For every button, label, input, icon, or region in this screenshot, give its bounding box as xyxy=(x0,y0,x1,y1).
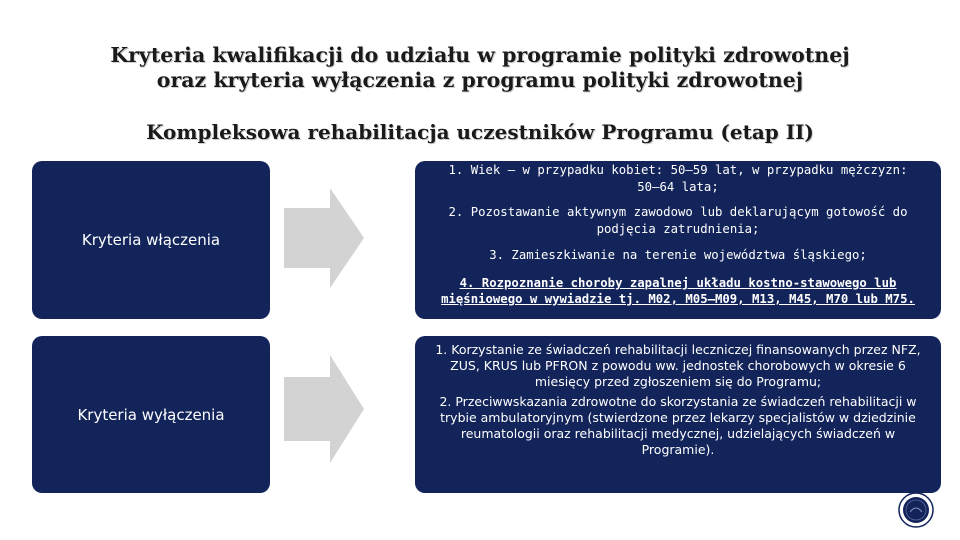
exclusion-item-2: 2. Przeciwwskazania zdrowotne do skorzystania ze świadczeń rehabilitacji w trybie ambulatoryjnym (stwierdzone przez lekarzy specjalistów w dziedzinie reumatologii oraz rehabilitacji medycznej, udzielających świadczeń w Programie). xyxy=(439,394,917,457)
inclusion-criteria-label: Kryteria włączenia xyxy=(81,231,221,249)
page-title-line-1: Kryteria kwalifikacji do udziału w programie polityki zdrowotnej xyxy=(110,43,850,67)
page-title-line-2: oraz kryteria wyłączenia z programu polityki zdrowotnej xyxy=(156,68,804,92)
inclusion-item-4: 4. Rozpoznanie choroby zapalnej układu kostno-stawowego lub mięśniowego w wywiadzie tj. M02, M05–M09, M13, M45, M70 lub M75. xyxy=(441,276,915,306)
exclusion-criteria-label-box xyxy=(32,336,270,493)
inclusion-item-3: 3. Zamieszkiwanie na terenie województwa śląskiego; xyxy=(489,248,867,262)
inclusion-criteria-label-box xyxy=(32,161,270,319)
inclusion-item-1: 1. Wiek – w przypadku kobiet: 50–59 lat, w przypadku mężczyzn: 50–64 lata; xyxy=(448,163,908,194)
right-arrow-icon xyxy=(284,188,364,288)
exclusion-criteria-label: Kryteria wyłączenia xyxy=(77,405,225,424)
exclusion-criteria-box xyxy=(415,336,941,493)
exclusion-item-1: 1. Korzystanie ze świadczeń rehabilitacji leczniczej finansowanych przez NFZ, ZUS, KRUS lub PFRON z powodu ww. jednostek chorobowych w okresie 6 miesięcy przed zgłoszeniem się do Programu; xyxy=(435,342,921,389)
emblem-logo-icon xyxy=(898,492,934,528)
inclusion-criteria-box xyxy=(415,161,941,319)
page-subtitle: Kompleksowa rehabilitacja uczestników Programu (etap II) xyxy=(146,120,814,144)
right-arrow-icon xyxy=(284,355,364,463)
inclusion-item-2: 2. Pozostawanie aktywnym zawodowo lub deklarującym gotowość do podjęcia zatrudnienia; xyxy=(448,205,908,236)
